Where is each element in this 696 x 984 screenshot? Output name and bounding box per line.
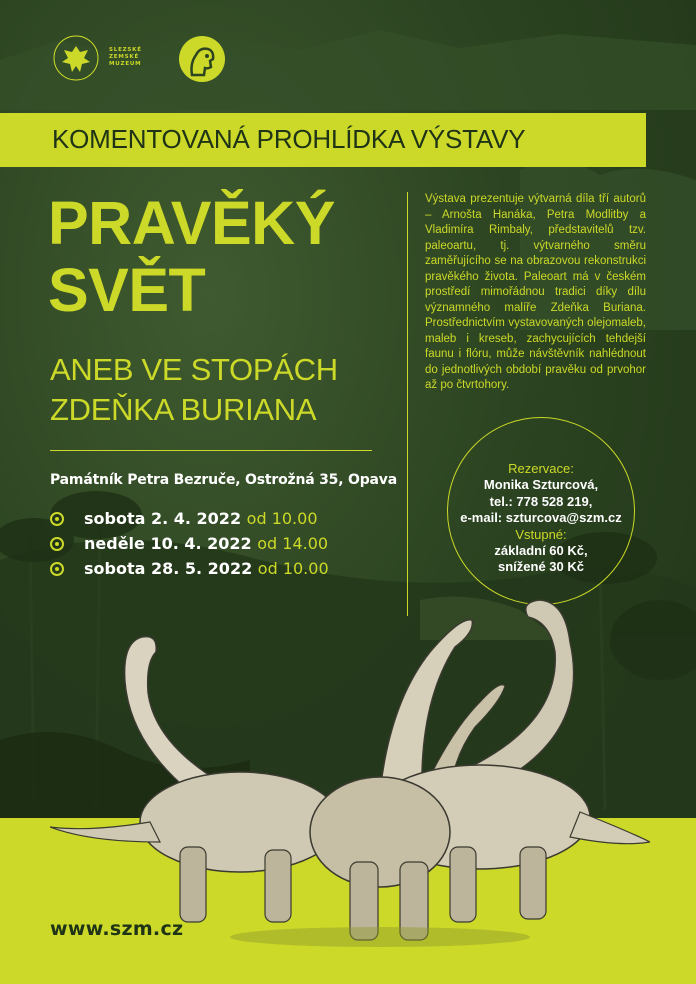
divider-horizontal — [50, 450, 372, 451]
exhibition-title — [48, 190, 335, 324]
venue-address: Památník Petra Bezruče, Ostrožná 35, Opava — [50, 472, 397, 488]
date-text: sobota 28. 5. 2022 — [84, 559, 253, 578]
silesian-museum-eagle-logo — [50, 32, 160, 84]
date-text: sobota 2. 4. 2022 — [84, 509, 242, 528]
price-reduced: snížené 30 Kč — [498, 559, 584, 575]
subtitle-line-2: ZDEŇKA BURIANA — [50, 392, 317, 427]
banner-text: KOMENTOVANÁ PROHLÍDKA VÝSTAVY — [52, 124, 526, 154]
time-text: od 10.00 — [246, 509, 318, 528]
date-text: neděle 10. 4. 2022 — [84, 534, 252, 553]
exhibition-subtitle — [50, 350, 338, 430]
title-line-2: SVĚT — [48, 256, 206, 324]
bezruc-memorial-logo — [178, 35, 226, 83]
reservation-label: Rezervace: — [508, 461, 574, 476]
admission-label: Vstupné: — [515, 526, 567, 542]
exhibition-description: Výstava prezentuje výtvarná díla tří autorů – Arnošta Hanáka, Petra Modlitby a Vladimíra Rimbaly, představitelů tzv. paleoartu, tj. výtvarného směru zaměřujícího se na obrazovou rekonstrukci pravěkého života. Paleoart má v českém prostředí mimořádnou tradici díky dílu významného malíře Zdeňka Buriana. Prostřednictvím vystavovaných olejomaleb, maleb i kreseb, zachycujících tehdejší faunu i flóru, může návštěvník nahlédnout do jednotlivých období pravěku od prvohor až po čtvrtohory. — [425, 193, 646, 391]
bullet-icon — [50, 512, 64, 526]
reservation-info — [441, 461, 641, 576]
museum-name: SLEZSKÉ ZEMSKÉ MUZEUM — [109, 47, 142, 67]
contact-name: Monika Szturcová, — [483, 477, 599, 493]
time-text: od 10.00 — [257, 559, 329, 578]
title-line-1: PRAVĚKÝ — [48, 189, 335, 257]
bullet-icon — [50, 562, 64, 576]
contact-email[interactable]: e-mail: szturcova@szm.cz — [460, 510, 622, 526]
sauropod-dinosaurs-illustration — [50, 592, 650, 952]
subtitle-line-1: ANEB VE STOPÁCH — [50, 352, 338, 387]
bullet-icon — [50, 537, 64, 551]
price-full: základní 60 Kč, — [494, 543, 588, 559]
contact-phone: tel.: 778 528 219, — [489, 493, 593, 509]
time-text: od 14.00 — [257, 534, 329, 553]
website-link[interactable]: www.szm.cz — [50, 918, 184, 940]
divider-vertical — [407, 192, 408, 616]
